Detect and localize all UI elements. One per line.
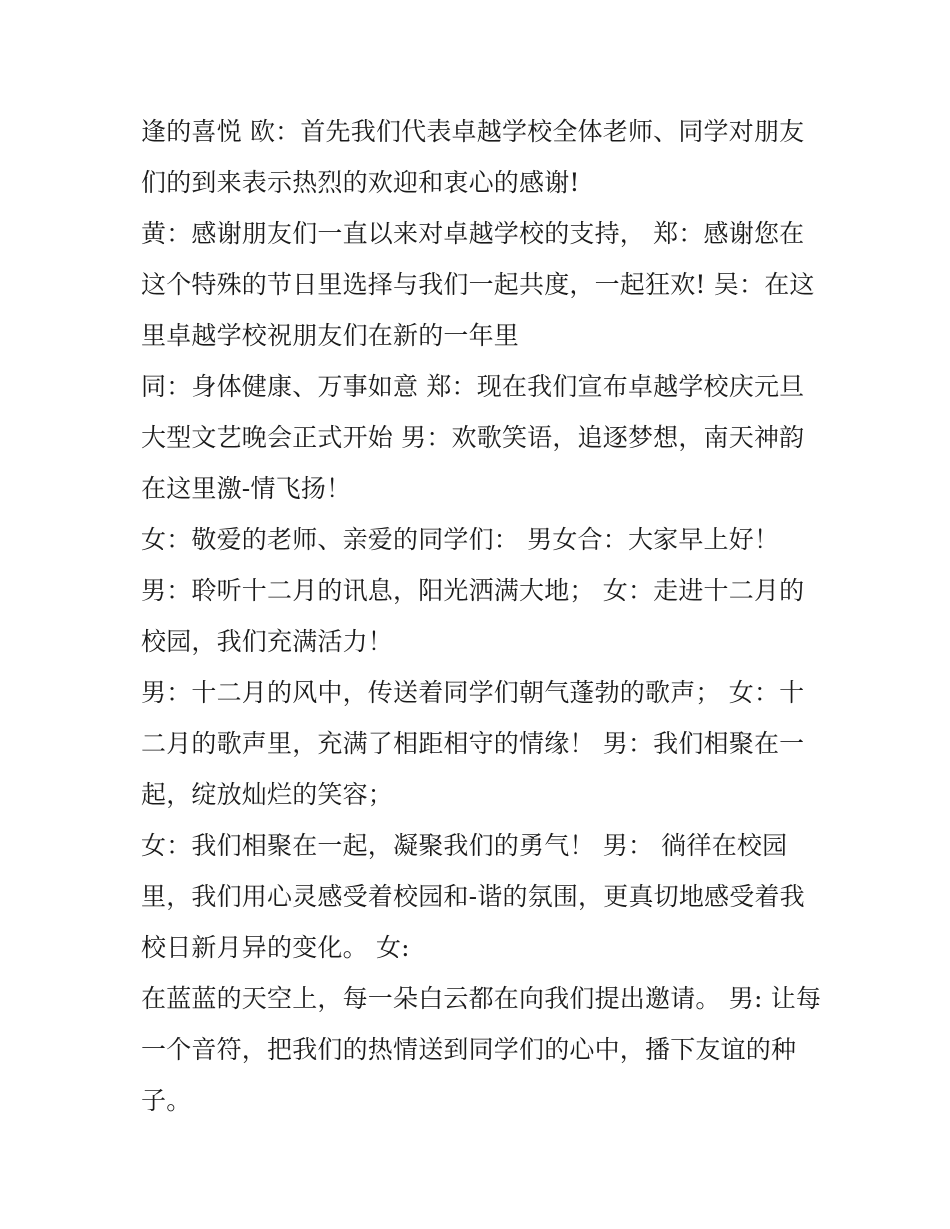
text-line: 黄：感谢朋友们一直以来对卓越学校的支持， 郑：感谢您在: [141, 219, 805, 248]
text-line: 子。: [141, 1086, 192, 1115]
text-line: 起，绽放灿烂的笑容；: [141, 780, 394, 809]
text-line: 在蓝蓝的天空上，每一朵白云都在向我们提出邀请。 男: 让每: [141, 984, 822, 1013]
text-line: 女：我们相聚在一起，凝聚我们的勇气！ 男： 徜徉在校园: [141, 831, 788, 860]
text-line: 男：聆听十二月的讯息，阳光洒满大地； 女：走进十二月的: [141, 576, 805, 605]
text-line: 逢的喜悦 欧：首先我们代表卓越学校全体老师、同学对朋友: [141, 117, 805, 146]
text-line: 大型文艺晚会正式开始 男：欢歌笑语，追逐梦想，南天神韵: [141, 423, 805, 452]
text-line: 女：敬爱的老师、亲爱的同学们： 男女合：大家早上好！: [141, 525, 780, 554]
text-line: 在这里激-情飞扬！: [141, 474, 352, 503]
text-line: 一个音符，把我们的热情送到同学们的心中，播下友谊的种: [141, 1035, 797, 1064]
text-line: 里，我们用心灵感受着校园和-谐的氛围，更真切地感受着我: [141, 882, 805, 911]
text-line: 校日新月异的变化。 女:: [141, 933, 410, 962]
text-line: 男：十二月的风中，传送着同学们朝气蓬勃的歌声； 女：十: [141, 678, 805, 707]
text-line: 里卓越学校祝朋友们在新的一年里: [141, 321, 520, 350]
text-line: 们的到来表示热烈的欢迎和衷心的感谢!: [141, 168, 580, 197]
text-line: 同：身体健康、万事如意 郑：现在我们宣布卓越学校庆元旦: [141, 372, 805, 401]
document-body: [141, 106, 821, 1126]
text-line: 这个特殊的节日里选择与我们一起共度，一起狂欢! 吴：在这: [141, 270, 815, 299]
text-line: 二月的歌声里，充满了相距相守的情缘！ 男：我们相聚在一: [141, 729, 805, 758]
text-line: 校园，我们充满活力！: [141, 627, 394, 656]
